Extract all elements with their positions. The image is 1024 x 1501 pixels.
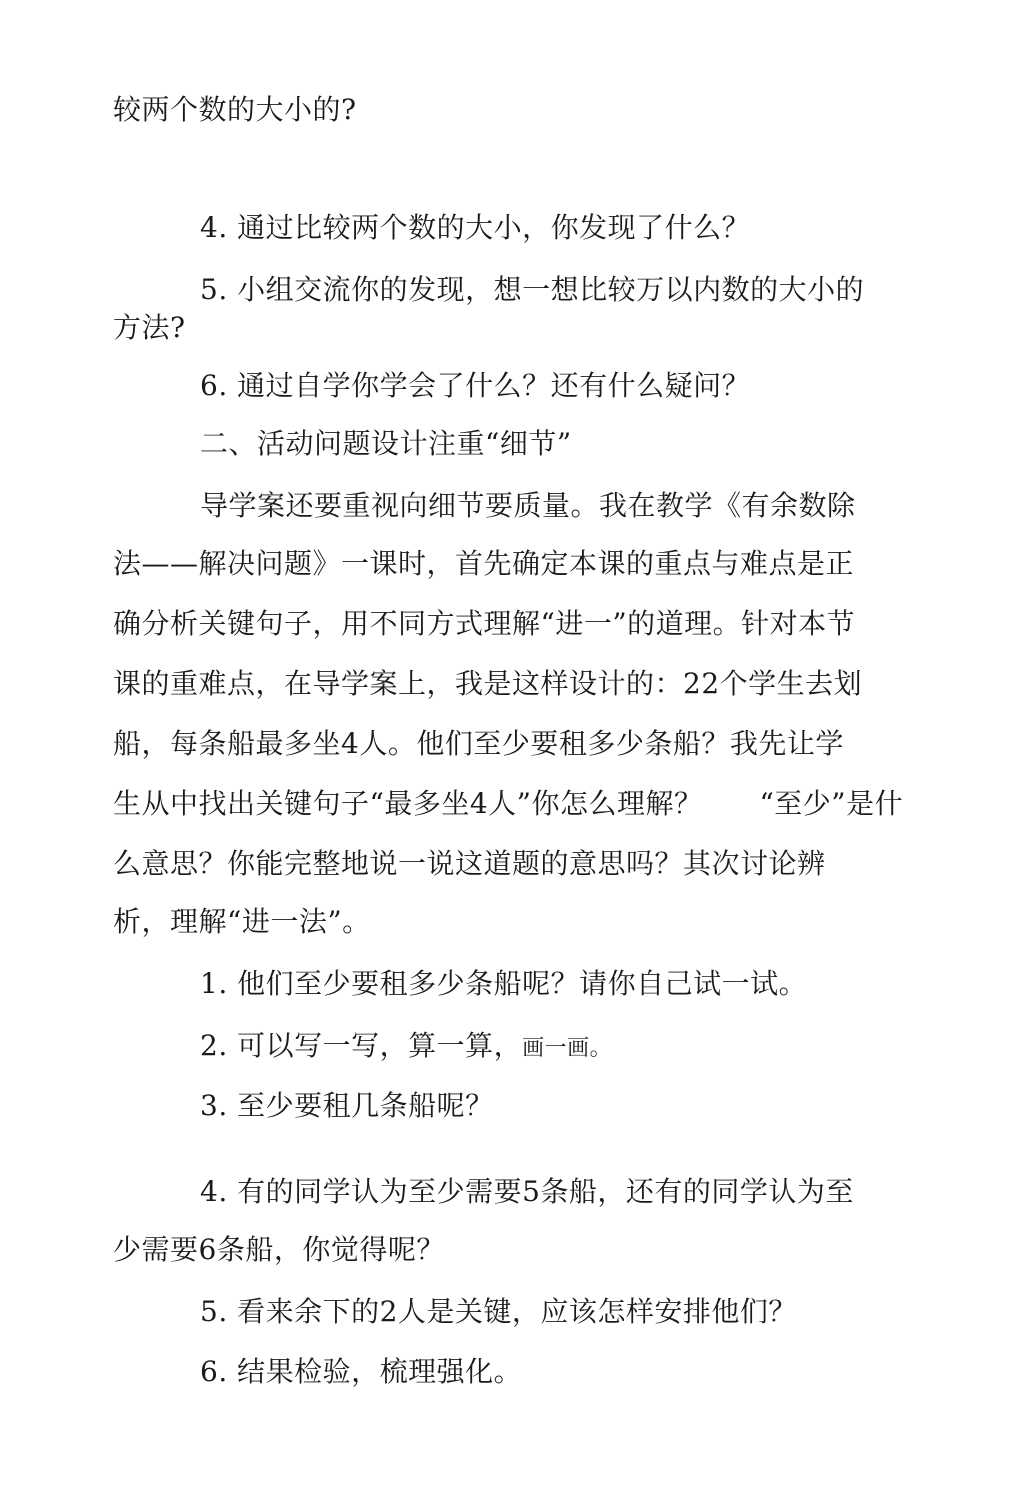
- list-item-text-small: 画一画。: [522, 1036, 613, 1061]
- list-item: 5. 看来余下的2人是关键，应该怎样安排他们？: [200, 1295, 797, 1328]
- list-item: 3. 至少要租几条船呢？: [200, 1089, 494, 1122]
- list-item: 1. 他们至少要租多少条船呢？请你自己试一试。: [200, 967, 808, 1000]
- list-item: 5. 小组交流你的发现，想一想比较万以内数的大小的: [200, 273, 865, 306]
- text-line: 较两个数的大小的?: [113, 93, 357, 126]
- list-item: [200, 1028, 612, 1067]
- paragraph-line: 课的重难点，在导学案上，我是这样设计的：22个学生去划: [113, 667, 863, 700]
- list-item: 4. 有的同学认为至少需要5条船，还有的同学认为至: [200, 1175, 854, 1208]
- paragraph-line: 导学案还要重视向细节要质量。我在教学《有余数除: [200, 489, 856, 522]
- paragraph-line: 法——解决问题》一课时，首先确定本课的重点与难点是正: [113, 547, 855, 580]
- list-item-text: 2. 可以写一写，算一算，: [200, 1029, 523, 1062]
- list-item: 6. 结果检验，梳理强化。: [200, 1355, 523, 1388]
- text-line: 少需要6条船，你觉得呢？: [113, 1233, 445, 1266]
- list-item: 4. 通过比较两个数的大小，你发现了什么？: [200, 211, 751, 244]
- text-line: 方法?: [113, 311, 186, 344]
- paragraph-line: 船，每条船最多坐4人。他们至少要租多少条船？我先让学: [113, 727, 844, 760]
- paragraph-line: 么意思？你能完整地说一说这道题的意思吗？其次讨论辨: [113, 847, 826, 880]
- paragraph-line: 析，理解“进一法”。: [113, 905, 371, 938]
- paragraph-line: 生从中找出关键句子“最多坐4人”你怎么理解？ “至少”是什: [113, 787, 904, 820]
- list-item: 6. 通过自学你学会了什么？还有什么疑问？: [200, 369, 751, 402]
- paragraph-line: 确分析关键句子，用不同方式理解“进一”的道理。针对本节: [113, 607, 856, 640]
- section-heading: 二、活动问题设计注重“细节”: [200, 427, 572, 460]
